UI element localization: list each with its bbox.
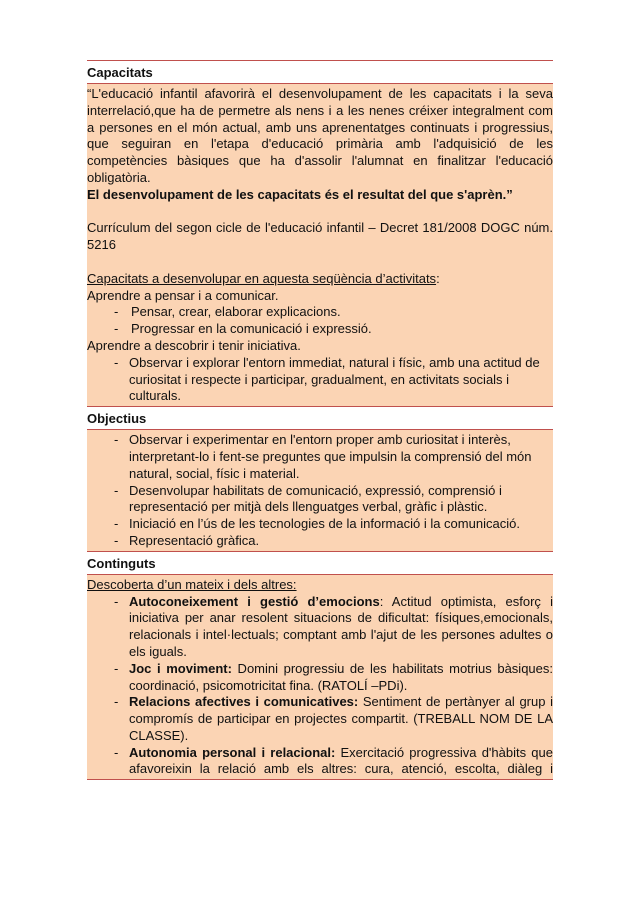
group-title: Aprendre a pensar i a comunicar. bbox=[87, 287, 279, 303]
list-item-line: afavoreixin la relació amb els altres: cura, atenció, escolta, diàleg i bbox=[129, 761, 553, 777]
content-term: Joc i moviment: bbox=[129, 660, 232, 676]
blank-line bbox=[87, 204, 553, 221]
reference-line: Currículum del segon cicle de l'educació infantil – Decret 181/2008 DOGC núm. bbox=[87, 220, 553, 236]
content-description: : Actitud optimista, esforç i bbox=[379, 593, 553, 609]
subtitle-text: Capacitats a desenvolupar en aquesta seqüència d’activitats bbox=[87, 270, 437, 286]
reference-line: 5216 bbox=[87, 237, 116, 253]
list-item bbox=[87, 694, 553, 744]
list-item bbox=[87, 594, 553, 661]
quote-conclusion: El desenvolupament de les capacitats és el resultat del que s'aprèn.” bbox=[87, 186, 513, 202]
list-item-line: Representació gràfica. bbox=[129, 532, 260, 548]
dash-bullet: - bbox=[114, 593, 119, 609]
list-item-line: CLASSE). bbox=[129, 727, 189, 743]
objectius-heading: Objectius bbox=[87, 411, 147, 427]
dash-bullet: - bbox=[114, 432, 119, 448]
subtitle-colon: : bbox=[436, 270, 440, 286]
continguts-subtitle: Descoberta d’un mateix i dels altres: bbox=[87, 576, 297, 592]
capacitats-box bbox=[87, 84, 553, 406]
quote-line: “L'educació infantil afavorirà el desenvolupament de les capacitats i la seva bbox=[87, 86, 553, 101]
dash-bullet: - bbox=[114, 532, 119, 548]
content-term: Autoconeixement i gestió d’emocions bbox=[129, 593, 380, 609]
quote-line: que seguiran en l'etapa d'educació primària amb l'adquisició de les bbox=[87, 136, 553, 152]
list-item-text: Progressar en la comunicació i expressió. bbox=[131, 321, 372, 337]
list-item-line: els iguals. bbox=[129, 643, 187, 659]
list-item-line bbox=[129, 661, 553, 678]
list-item-line: interpretant-lo i fent-se preguntes que impulsin la comprensió del món bbox=[129, 448, 532, 464]
group-title: Aprendre a descobrir i tenir iniciativa. bbox=[87, 337, 301, 353]
list-item bbox=[87, 533, 553, 550]
continguts-box bbox=[87, 575, 553, 780]
dash-bullet: - bbox=[114, 482, 119, 498]
list-item-line: Desenvolupar habilitats de comunicació, expressió, comprensió i bbox=[129, 482, 502, 498]
dash-bullet: - bbox=[114, 660, 119, 676]
list-item bbox=[87, 432, 553, 482]
document-page bbox=[87, 60, 553, 780]
list-item-line bbox=[129, 694, 553, 711]
dash-bullet: - bbox=[114, 694, 119, 710]
dash-bullet: - bbox=[114, 744, 119, 760]
quote-line: interrelació,que ha de permetre als nens i a les nenes créixer integralment com bbox=[87, 102, 553, 118]
section-rule bbox=[87, 779, 553, 780]
quote-line: competències bàsiques que ha d'assolir l'alumnat en finalitzar l'educació bbox=[87, 153, 553, 169]
content-description: Exercitació progressiva d'hàbits que bbox=[335, 744, 553, 760]
list-item bbox=[87, 304, 553, 321]
quote-line: obligatòria. bbox=[87, 169, 151, 185]
list-item-line: compromís de participar en projectes compartit. (TREBALL NOM DE LA bbox=[129, 711, 553, 727]
objectius-box bbox=[87, 430, 553, 551]
list-item-line bbox=[129, 594, 553, 611]
capacitats-subtitle bbox=[87, 271, 553, 288]
list-item-line: iniciativa per anar resolent situacions de dificultat: físiques,emocionals, bbox=[129, 610, 553, 626]
dash-bullet: - bbox=[114, 516, 119, 532]
list-item bbox=[87, 516, 553, 533]
list-item-line: culturals. bbox=[129, 388, 182, 404]
continguts-heading: Continguts bbox=[87, 555, 156, 571]
dash-bullet: - bbox=[114, 304, 119, 320]
list-item-line: Observar i explorar l'entorn immediat, natural i físic, amb una actitud de bbox=[129, 354, 540, 370]
list-item bbox=[87, 355, 553, 405]
content-description: Domini progressiu de les habilitats motrius bàsiques: bbox=[231, 660, 553, 676]
dash-bullet: - bbox=[114, 321, 119, 337]
list-item-line: curiositat i respecte i participar, gradualment, en activitats socials i bbox=[129, 371, 510, 387]
list-item-line: Observar i experimentar en l'entorn proper amb curiositat i interès, bbox=[129, 432, 511, 448]
list-item-line: natural, social, físic i material. bbox=[129, 465, 300, 481]
quote-line: a persones en el món actual, amb uns aprenentatges continuats i progressius, bbox=[87, 119, 553, 135]
list-item-text: Pensar, crear, elaborar explicacions. bbox=[131, 304, 341, 320]
list-item bbox=[87, 745, 553, 779]
blank-line bbox=[87, 254, 553, 271]
list-item-line: representació per mitjà dels llenguatges verbal, gràfic i plàstic. bbox=[129, 499, 488, 515]
content-term: Autonomia personal i relacional: bbox=[129, 744, 336, 760]
content-description: Sentiment de pertànyer al grup i bbox=[358, 694, 553, 710]
content-term: Relacions afectives i comunicatives: bbox=[129, 694, 359, 710]
list-item-line: coordinació, psicomotricitat fina. (RATOLÍ –PDi). bbox=[129, 677, 408, 693]
list-item bbox=[87, 661, 553, 695]
list-item-line: relacionals i intel·lectuals; comptant amb l'ajut de les persones adultes o bbox=[129, 627, 553, 643]
list-item-line bbox=[129, 745, 553, 762]
capacitats-heading: Capacitats bbox=[87, 65, 153, 80]
list-item-line: Iniciació en l’ús de les tecnologies de la informació i la comunicació. bbox=[129, 516, 520, 532]
list-item bbox=[87, 321, 553, 338]
dash-bullet: - bbox=[114, 354, 119, 370]
list-item bbox=[87, 483, 553, 517]
